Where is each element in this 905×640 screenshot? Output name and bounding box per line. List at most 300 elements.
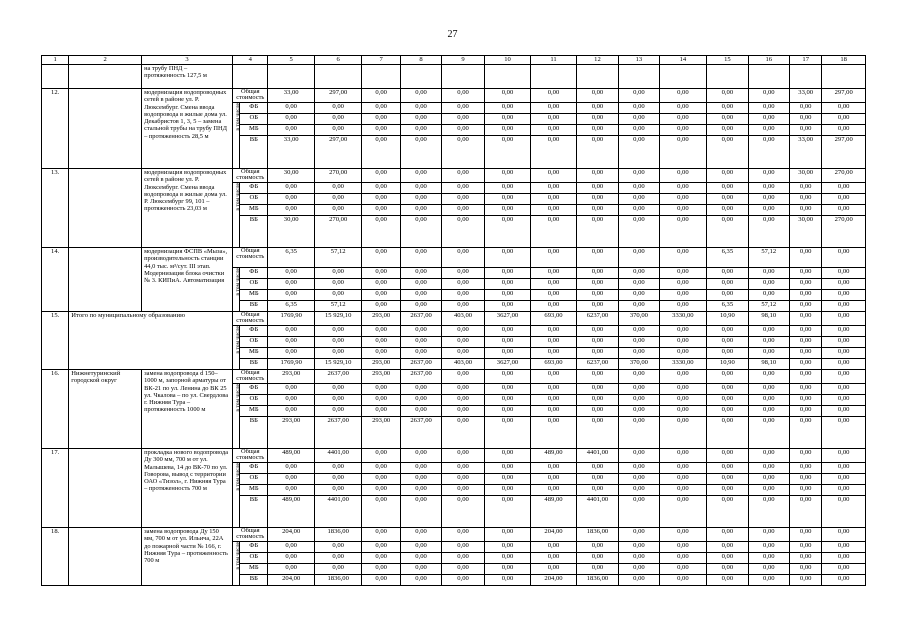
value-cell: 0,00 — [619, 268, 659, 279]
value-cell: 0,00 — [707, 279, 748, 290]
value-cell: 0,00 — [314, 474, 362, 485]
value-cell: 0,00 — [707, 575, 748, 586]
value-cell: 0,00 — [484, 136, 531, 169]
value-cell: 0,00 — [314, 337, 362, 348]
value-cell: 0,00 — [442, 384, 484, 395]
value-cell: 0,00 — [659, 485, 707, 496]
value-cell: 4401,00 — [576, 449, 618, 463]
funding-source: МБ — [240, 406, 268, 417]
value-cell: 0,00 — [659, 136, 707, 169]
value-cell: 0,00 — [659, 183, 707, 194]
table-cell — [314, 65, 362, 89]
value-cell: 0,00 — [362, 183, 400, 194]
value-cell: 0,00 — [400, 279, 441, 290]
value-cell: 0,00 — [531, 103, 576, 114]
value-cell: 0,00 — [790, 496, 822, 528]
value-cell: 0,00 — [822, 114, 866, 125]
value-cell: 293,00 — [268, 417, 315, 449]
value-cell: 10,90 — [707, 359, 748, 370]
value-cell: 0,00 — [576, 248, 618, 268]
entity-cell — [69, 169, 142, 248]
continuation-row — [42, 65, 866, 89]
vertical-label-cell — [233, 326, 240, 370]
funding-source: ФБ — [240, 103, 268, 114]
table-row — [42, 528, 866, 542]
value-cell: 0,00 — [531, 136, 576, 169]
value-cell: 0,00 — [576, 169, 618, 183]
value-cell: 0,00 — [268, 384, 315, 395]
vertical-label: в том числе — [235, 268, 242, 296]
value-cell: 0,00 — [531, 125, 576, 136]
table-row — [42, 370, 866, 384]
vertical-label: в том числе — [235, 326, 242, 354]
value-cell: 0,00 — [707, 194, 748, 205]
funding-source: ОБ — [240, 474, 268, 485]
value-cell: 0,00 — [619, 395, 659, 406]
value-cell: 0,00 — [619, 169, 659, 183]
value-cell: 0,00 — [790, 474, 822, 485]
value-cell: 0,00 — [531, 406, 576, 417]
header-cell: 2 — [69, 56, 142, 65]
value-cell: 0,00 — [619, 348, 659, 359]
value-cell: 0,00 — [442, 417, 484, 449]
value-cell: 0,00 — [362, 542, 400, 553]
value-cell: 0,00 — [442, 337, 484, 348]
value-cell: 0,00 — [707, 114, 748, 125]
value-cell: 30,00 — [268, 169, 315, 183]
value-cell: 1836,00 — [576, 575, 618, 586]
value-cell: 0,00 — [659, 169, 707, 183]
value-cell: 0,00 — [362, 89, 400, 103]
value-cell: 0,00 — [619, 384, 659, 395]
value-cell: 0,00 — [484, 279, 531, 290]
value-cell: 0,00 — [707, 169, 748, 183]
funding-source: ОБ — [240, 395, 268, 406]
value-cell: 0,00 — [362, 463, 400, 474]
value-cell: 0,00 — [268, 268, 315, 279]
value-cell: 0,00 — [822, 301, 866, 312]
value-cell: 0,00 — [362, 169, 400, 183]
value-cell: 0,00 — [790, 395, 822, 406]
value-cell: 0,00 — [268, 564, 315, 575]
funding-source: ОБ — [240, 337, 268, 348]
row-number: 13. — [42, 169, 69, 248]
value-cell: 0,00 — [268, 279, 315, 290]
value-cell: 2637,00 — [400, 370, 441, 384]
row-number: 14. — [42, 248, 69, 312]
funding-source: ВБ — [240, 575, 268, 586]
funding-source: ОБ — [240, 194, 268, 205]
value-cell: 0,00 — [442, 564, 484, 575]
value-cell: 0,00 — [442, 463, 484, 474]
value-cell: 0,00 — [659, 542, 707, 553]
funding-source: ФБ — [240, 326, 268, 337]
value-cell: 0,00 — [484, 103, 531, 114]
value-cell: 0,00 — [442, 326, 484, 337]
value-cell: 0,00 — [619, 125, 659, 136]
value-cell: 297,00 — [314, 89, 362, 103]
value-cell: 0,00 — [531, 183, 576, 194]
value-cell: 0,00 — [268, 114, 315, 125]
value-cell: 0,00 — [484, 194, 531, 205]
value-cell: 1836,00 — [576, 528, 618, 542]
value-cell: 0,00 — [531, 205, 576, 216]
value-cell: 0,00 — [531, 395, 576, 406]
value-cell: 0,00 — [531, 301, 576, 312]
value-cell: 0,00 — [362, 301, 400, 312]
value-cell: 0,00 — [748, 103, 789, 114]
table-cell — [42, 65, 69, 89]
value-cell: 0,00 — [707, 474, 748, 485]
value-cell: 0,00 — [362, 326, 400, 337]
value-cell: 0,00 — [531, 114, 576, 125]
value-cell: 0,00 — [268, 474, 315, 485]
value-cell: 0,00 — [748, 114, 789, 125]
value-cell: 0,00 — [748, 449, 789, 463]
value-cell: 1836,00 — [314, 575, 362, 586]
value-cell: 0,00 — [484, 169, 531, 183]
funding-source: ФБ — [240, 268, 268, 279]
value-cell: 3627,00 — [484, 312, 531, 326]
value-cell: 0,00 — [619, 485, 659, 496]
value-cell: 0,00 — [531, 268, 576, 279]
value-cell: 33,00 — [268, 89, 315, 103]
value-cell: 0,00 — [400, 485, 441, 496]
value-cell: 0,00 — [790, 449, 822, 463]
value-cell: 0,00 — [659, 564, 707, 575]
funding-source: ВБ — [240, 359, 268, 370]
header-cell: 7 — [362, 56, 400, 65]
value-cell: 0,00 — [790, 406, 822, 417]
value-cell: 0,00 — [484, 301, 531, 312]
value-cell: 0,00 — [576, 553, 618, 564]
value-cell: 0,00 — [619, 564, 659, 575]
value-cell: 0,00 — [576, 268, 618, 279]
value-cell: 0,00 — [442, 216, 484, 248]
value-cell: 0,00 — [707, 395, 748, 406]
value-cell: 0,00 — [790, 290, 822, 301]
value-cell: 0,00 — [619, 290, 659, 301]
value-cell: 0,00 — [400, 528, 441, 542]
value-cell: 0,00 — [484, 496, 531, 528]
value-cell: 0,00 — [314, 103, 362, 114]
value-cell: 0,00 — [400, 268, 441, 279]
table-cell — [233, 65, 268, 89]
value-cell: 0,00 — [484, 348, 531, 359]
value-cell: 693,00 — [531, 359, 576, 370]
value-cell: 0,00 — [707, 326, 748, 337]
value-cell: 0,00 — [400, 384, 441, 395]
value-cell: 0,00 — [576, 370, 618, 384]
value-cell: 0,00 — [576, 326, 618, 337]
value-cell: 0,00 — [790, 301, 822, 312]
value-cell: 0,00 — [531, 542, 576, 553]
value-cell: 0,00 — [484, 474, 531, 485]
value-cell: 0,00 — [362, 528, 400, 542]
value-cell: 0,00 — [790, 417, 822, 449]
value-cell: 2637,00 — [400, 359, 441, 370]
funding-source-total: Общая стоимость — [233, 312, 268, 326]
value-cell: 0,00 — [748, 485, 789, 496]
value-cell: 0,00 — [442, 553, 484, 564]
header-cell: 11 — [531, 56, 576, 65]
value-cell: 0,00 — [400, 463, 441, 474]
value-cell: 0,00 — [707, 125, 748, 136]
value-cell: 0,00 — [822, 463, 866, 474]
value-cell: 0,00 — [748, 417, 789, 449]
value-cell: 0,00 — [790, 183, 822, 194]
value-cell: 0,00 — [484, 463, 531, 474]
value-cell: 693,00 — [531, 312, 576, 326]
value-cell: 0,00 — [822, 474, 866, 485]
value-cell: 0,00 — [659, 290, 707, 301]
value-cell: 0,00 — [484, 326, 531, 337]
value-cell: 0,00 — [659, 326, 707, 337]
value-cell: 0,00 — [531, 384, 576, 395]
value-cell: 0,00 — [484, 268, 531, 279]
value-cell: 0,00 — [748, 125, 789, 136]
value-cell: 0,00 — [400, 183, 441, 194]
value-cell: 0,00 — [314, 463, 362, 474]
value-cell: 0,00 — [707, 103, 748, 114]
value-cell: 0,00 — [400, 496, 441, 528]
value-cell: 0,00 — [822, 449, 866, 463]
value-cell: 0,00 — [576, 485, 618, 496]
value-cell: 0,00 — [790, 114, 822, 125]
value-cell: 0,00 — [790, 279, 822, 290]
header-cell: 6 — [314, 56, 362, 65]
value-cell: 0,00 — [442, 406, 484, 417]
value-cell: 0,00 — [268, 183, 315, 194]
value-cell: 204,00 — [268, 575, 315, 586]
funding-source-total: Общая стоимость — [233, 248, 268, 268]
value-cell: 0,00 — [748, 384, 789, 395]
table-cell — [531, 65, 576, 89]
value-cell: 0,00 — [707, 268, 748, 279]
value-cell: 0,00 — [619, 301, 659, 312]
value-cell: 0,00 — [362, 136, 400, 169]
value-cell: 0,00 — [400, 564, 441, 575]
value-cell: 0,00 — [531, 348, 576, 359]
value-cell: 0,00 — [442, 205, 484, 216]
value-cell: 0,00 — [659, 370, 707, 384]
value-cell: 0,00 — [619, 136, 659, 169]
value-cell: 0,00 — [442, 89, 484, 103]
funding-source: ВБ — [240, 417, 268, 449]
value-cell: 0,00 — [748, 169, 789, 183]
value-cell: 297,00 — [314, 136, 362, 169]
value-cell: 0,00 — [748, 564, 789, 575]
entity-cell — [69, 449, 142, 528]
value-cell: 293,00 — [362, 359, 400, 370]
value-cell: 0,00 — [362, 216, 400, 248]
value-cell: 0,00 — [442, 449, 484, 463]
page-number: 27 — [447, 29, 458, 40]
value-cell: 2637,00 — [314, 370, 362, 384]
value-cell: 0,00 — [362, 348, 400, 359]
value-cell: 0,00 — [484, 575, 531, 586]
value-cell: 0,00 — [442, 370, 484, 384]
value-cell: 0,00 — [268, 553, 315, 564]
value-cell: 0,00 — [748, 205, 789, 216]
value-cell: 0,00 — [790, 348, 822, 359]
table-cell — [707, 65, 748, 89]
value-cell: 0,00 — [748, 370, 789, 384]
value-cell: 0,00 — [314, 384, 362, 395]
value-cell: 293,00 — [362, 417, 400, 449]
header-cell: 5 — [268, 56, 315, 65]
value-cell: 0,00 — [748, 279, 789, 290]
value-cell: 0,00 — [619, 205, 659, 216]
funding-source: МБ — [240, 125, 268, 136]
value-cell: 0,00 — [659, 348, 707, 359]
value-cell: 0,00 — [790, 312, 822, 326]
value-cell: 0,00 — [400, 125, 441, 136]
value-cell: 0,00 — [748, 575, 789, 586]
value-cell: 0,00 — [659, 384, 707, 395]
value-cell: 270,00 — [314, 169, 362, 183]
value-cell: 0,00 — [619, 496, 659, 528]
value-cell: 489,00 — [268, 496, 315, 528]
value-cell: 0,00 — [442, 474, 484, 485]
value-cell: 98,10 — [748, 359, 789, 370]
value-cell: 0,00 — [484, 89, 531, 103]
value-cell: 0,00 — [822, 575, 866, 586]
value-cell: 0,00 — [822, 337, 866, 348]
header-row — [42, 56, 866, 65]
value-cell: 0,00 — [659, 337, 707, 348]
funding-source: ОБ — [240, 553, 268, 564]
value-cell: 0,00 — [362, 474, 400, 485]
funding-source: ФБ — [240, 183, 268, 194]
description-cell: прокладка нового водопровода Ду 300 мм, 700 м от ул. Малышева, 14 до ВК-70 по ул. Говорова, вывод с территории ОАО «Тизол», г. Нижняя Тура – протяженность 700 м — [142, 449, 233, 528]
value-cell: 0,00 — [822, 279, 866, 290]
value-cell: 0,00 — [484, 248, 531, 268]
value-cell: 0,00 — [659, 496, 707, 528]
value-cell: 15 929,10 — [314, 312, 362, 326]
value-cell: 0,00 — [442, 395, 484, 406]
row-number: 15. — [42, 312, 69, 370]
value-cell: 0,00 — [576, 279, 618, 290]
funding-source-total: Общая стоимость — [233, 528, 268, 542]
value-cell: 0,00 — [790, 103, 822, 114]
header-cell: 3 — [142, 56, 233, 65]
header-cell: 16 — [748, 56, 789, 65]
value-cell: 0,00 — [400, 194, 441, 205]
vertical-label-cell — [233, 542, 240, 586]
value-cell: 0,00 — [400, 205, 441, 216]
value-cell: 0,00 — [442, 103, 484, 114]
value-cell: 0,00 — [314, 205, 362, 216]
value-cell: 0,00 — [442, 268, 484, 279]
value-cell: 0,00 — [707, 406, 748, 417]
value-cell: 0,00 — [531, 89, 576, 103]
value-cell: 4401,00 — [314, 496, 362, 528]
funding-source: ФБ — [240, 384, 268, 395]
vertical-label: в том числе — [235, 183, 242, 211]
value-cell: 0,00 — [576, 384, 618, 395]
value-cell: 57,12 — [748, 248, 789, 268]
table-cell — [442, 65, 484, 89]
value-cell: 0,00 — [790, 370, 822, 384]
value-cell: 6,35 — [707, 301, 748, 312]
value-cell: 0,00 — [576, 301, 618, 312]
value-cell: 0,00 — [659, 125, 707, 136]
vertical-label: в том числе — [235, 384, 242, 412]
value-cell: 2637,00 — [400, 417, 441, 449]
value-cell: 0,00 — [790, 564, 822, 575]
value-cell: 0,00 — [790, 359, 822, 370]
value-cell: 0,00 — [748, 89, 789, 103]
value-cell: 0,00 — [790, 463, 822, 474]
value-cell: 403,00 — [442, 359, 484, 370]
value-cell: 0,00 — [707, 89, 748, 103]
row-number: 17. — [42, 449, 69, 528]
description-cell: модернизация ФСПВ «Мыза», производительность станции 44,0 тыс. м³/сут. III этап. Модернизация блока очистки № 3. КИПиА. Автоматизация — [142, 248, 233, 312]
value-cell: 0,00 — [531, 463, 576, 474]
value-cell: 0,00 — [619, 326, 659, 337]
header-cell: 4 — [233, 56, 268, 65]
header-cell: 15 — [707, 56, 748, 65]
entity-cell — [69, 248, 142, 312]
value-cell: 0,00 — [362, 205, 400, 216]
funding-source: МБ — [240, 205, 268, 216]
value-cell: 0,00 — [400, 89, 441, 103]
value-cell: 0,00 — [659, 406, 707, 417]
value-cell: 0,00 — [659, 575, 707, 586]
value-cell: 0,00 — [362, 125, 400, 136]
value-cell: 0,00 — [707, 463, 748, 474]
value-cell: 0,00 — [442, 575, 484, 586]
value-cell: 0,00 — [707, 485, 748, 496]
value-cell: 0,00 — [268, 326, 315, 337]
value-cell: 0,00 — [790, 542, 822, 553]
value-cell: 0,00 — [442, 125, 484, 136]
value-cell: 0,00 — [619, 463, 659, 474]
funding-source: ВБ — [240, 496, 268, 528]
value-cell: 0,00 — [822, 125, 866, 136]
value-cell: 0,00 — [707, 136, 748, 169]
value-cell: 0,00 — [314, 348, 362, 359]
value-cell: 0,00 — [442, 136, 484, 169]
value-cell: 4401,00 — [576, 496, 618, 528]
table-cell — [659, 65, 707, 89]
value-cell: 0,00 — [659, 114, 707, 125]
value-cell: 0,00 — [442, 485, 484, 496]
value-cell: 0,00 — [531, 216, 576, 248]
value-cell: 0,00 — [790, 326, 822, 337]
value-cell: 0,00 — [576, 136, 618, 169]
value-cell: 0,00 — [576, 183, 618, 194]
table-row — [42, 89, 866, 103]
value-cell: 0,00 — [822, 312, 866, 326]
value-cell: 0,00 — [362, 114, 400, 125]
value-cell: 33,00 — [790, 136, 822, 169]
vertical-label: в том числе — [235, 542, 242, 570]
value-cell: 0,00 — [822, 553, 866, 564]
value-cell: 0,00 — [707, 449, 748, 463]
value-cell: 0,00 — [659, 301, 707, 312]
value-cell: 0,00 — [362, 103, 400, 114]
value-cell: 0,00 — [484, 370, 531, 384]
value-cell: 0,00 — [576, 395, 618, 406]
funding-source-total: Общая стоимость — [233, 370, 268, 384]
value-cell: 0,00 — [822, 268, 866, 279]
value-cell: 0,00 — [790, 337, 822, 348]
value-cell: 0,00 — [659, 463, 707, 474]
vertical-label-cell — [233, 268, 240, 312]
value-cell: 0,00 — [619, 114, 659, 125]
